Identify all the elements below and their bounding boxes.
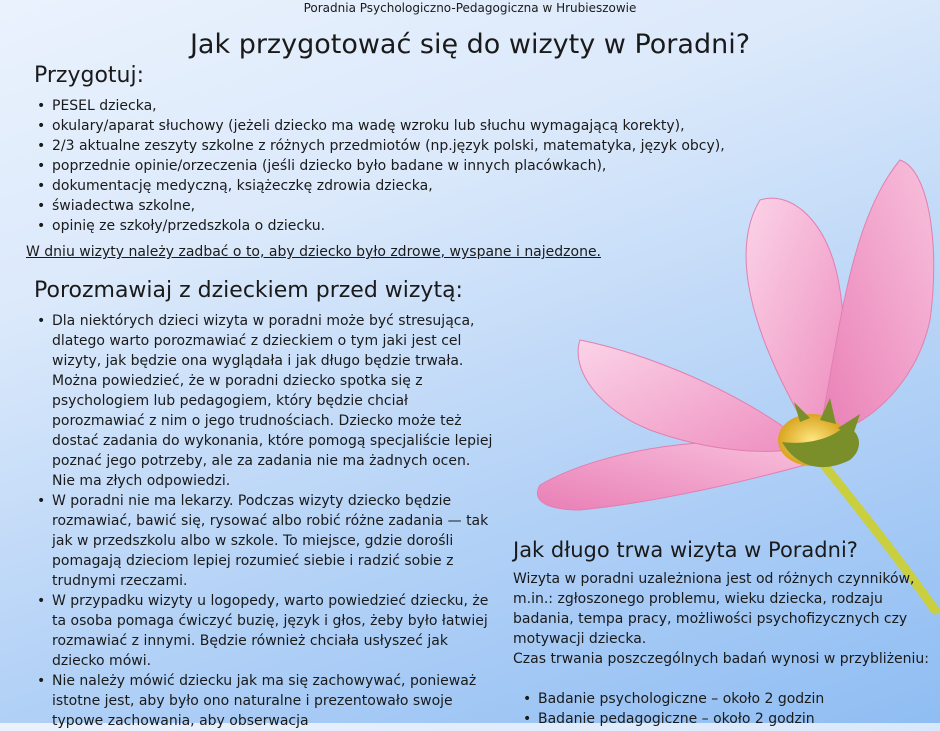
list-item: • PESEL dziecka, xyxy=(34,96,794,116)
duration-text xyxy=(513,569,933,669)
list-item: • świadectwa szkolne, xyxy=(34,196,794,216)
list-item: • Dla niektórych dzieci wizyta w poradni może być stresująca, dlatego warto porozmawiać z dzieckiem o tym jaki jest cel wizyty, jak będzie ona wyglądała i jak długo będzie trwała. Można powiedzieć, że w poradni dziecko spotka się z psychologiem lub pedagogiem, który będzie chciał porozmawiać z nim o jego trudnościach. Dziecko może też dostać zadania do wykonania, które pomogą specjaliście lepiej poznać jego potrzeby, ale za zadania nie ma żadnych ocen. Nie ma złych odpowiedzi. xyxy=(34,311,494,491)
list-item: • 2/3 aktualne zeszyty szkolne z różnych przedmiotów (np.język polski, matematyka, język obcy), xyxy=(34,136,794,156)
duration-heading: Jak długo trwa wizyta w Poradni? xyxy=(513,538,858,562)
prepare-heading: Przygotuj: xyxy=(34,63,145,88)
visit-note: W dniu wizyty należy zadbać o to, aby dziecko było zdrowe, wyspane i najedzone. xyxy=(26,244,602,260)
list-item: • W przypadku wizyty u logopedy, warto powiedzieć dziecku, że ta osoba pomaga ćwiczyć buzię, język i głos, żeby było łatwiej rozmawiać z innymi. Będzie również chciała usłyszeć jak dziecko mówi. xyxy=(34,591,494,671)
duration-paragraph: Czas trwania poszczególnych badań wynosi w przybliżeniu: xyxy=(513,651,930,667)
talk-list xyxy=(34,311,494,731)
list-item: • Nie należy mówić dziecku jak ma się zachowywać, ponieważ istotne jest, aby było ono naturalne i prezentowało swoje typowe zachowania, aby obserwacja xyxy=(34,671,494,731)
duration-list xyxy=(520,689,930,729)
list-item: • W poradni nie ma lekarzy. Podczas wizyty dziecko będzie rozmawiać, bawić się, rysować albo robić różne zadania — tak jak w przedszkolu albo w szkole. To miejsce, gdzie dorośli pomagają dzieciom lepiej rozumieć siebie i radzić sobie z trudnymi rzeczami. xyxy=(34,491,494,591)
duration-paragraph: Wizyta w poradni uzależniona jest od różnych czynników, m.in.: zgłoszonego problemu, wieku dziecka, rodzaju badania, tempa pracy, możliwości psychofizycznych czy motywacji dziecka. xyxy=(513,571,915,647)
organization-name: Poradnia Psychologiczno-Pedagogiczna w Hrubieszowie xyxy=(303,1,637,15)
list-item: • Badanie pedagogiczne – około 2 godzin xyxy=(520,709,930,729)
list-item: • opinię ze szkoły/przedszkola o dziecku. xyxy=(34,216,794,236)
list-item: • Badanie psychologiczne – około 2 godzin xyxy=(520,689,930,709)
page-title: Jak przygotować się do wizyty w Poradni? xyxy=(189,29,751,60)
talk-heading: Porozmawiaj z dzieckiem przed wizytą: xyxy=(34,278,463,303)
list-item: • poprzednie opinie/orzeczenia (jeśli dziecko było badane w innych placówkach), xyxy=(34,156,794,176)
prepare-list xyxy=(34,96,794,236)
list-item: • okulary/aparat słuchowy (jeżeli dziecko ma wadę wzroku lub słuchu wymagającą korekty), xyxy=(34,116,794,136)
list-item: • dokumentację medyczną, książeczkę zdrowia dziecka, xyxy=(34,176,794,196)
